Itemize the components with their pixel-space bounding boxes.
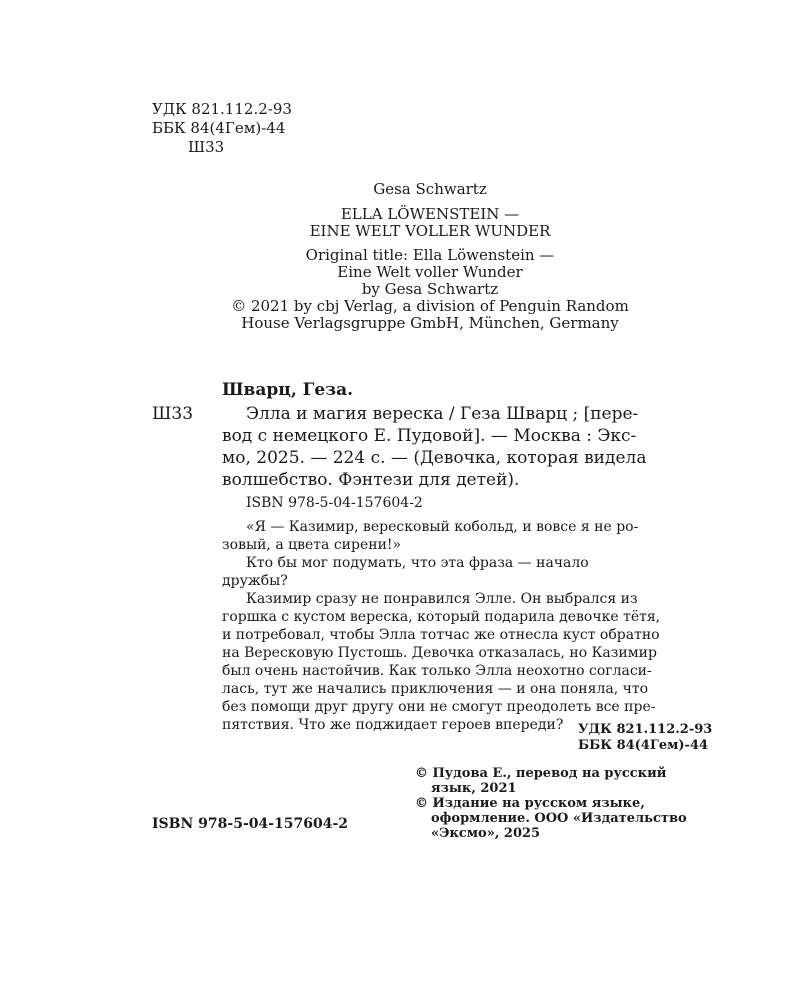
annotation-udk: УДК 821.112.2-93 [578,722,713,737]
record-isbn: ISBN 978-5-04-157604-2 [246,495,423,511]
original-info-line: Original title: Ella Löwenstein — [305,246,555,264]
original-author: Gesa Schwartz [373,180,487,198]
annotation-line: зовый, а цвета сирени!» [222,537,402,553]
annotation-line: был очень настойчив. Как только Элла неохотно согласи- [222,663,652,679]
annotation-bbk: ББК 84(4Гем)-44 [578,738,709,753]
copyright-edition-line: «Эксмо», 2025 [431,826,541,841]
record-sign: Ш33 [152,404,194,424]
record-description-line: мо, 2025. — 224 с. — (Девочка, которая видела [222,448,647,468]
bbk-code: ББК 84(4Гем)-44 [152,119,286,137]
original-info-line: Eine Welt voller Wunder [337,263,523,281]
annotation-line: Казимир сразу не понравился Элле. Он выбрался из [246,591,638,607]
annotation-line: лась, тут же начались приключения — и она поняла, что [222,681,649,697]
copyright-translation-line: язык, 2021 [431,781,517,796]
annotation-line: дружбы? [222,573,288,589]
annotation-line: Кто бы мог подумать, что эта фраза — начало [246,555,589,571]
bottom-isbn: ISBN 978-5-04-157604-2 [152,816,349,832]
annotation-line: на Вересковую Пустошь. Девочка отказалась, но Казимир [222,645,657,661]
record-description-line: Элла и магия вереска / Геза Шварц ; [пере- [246,404,639,424]
original-title-line-1: ELLA LÖWENSTEIN — [340,205,520,223]
record-description-line: волшебство. Фэнтези для детей). [222,470,520,490]
copyright-translation-line: © Пудова Е., перевод на русский [415,766,667,781]
original-title-line-2: EINE WELT VOLLER WUNDER [309,222,551,240]
original-info-line: by Gesa Schwartz [361,280,499,298]
original-copyright-line: House Verlagsgruppe GmbH, München, Germany [241,314,619,332]
annotation-line: горшка с кустом вереска, который подарила девочке тётя, [222,609,661,625]
annotation-line: пятствия. Что же поджидает героев впереди? [222,717,564,733]
record-description-line: вод с немецкого Е. Пудовой]. — Москва : Экс- [222,426,637,446]
annotation-line: и потребовал, чтобы Элла тотчас же отнесла куст обратно [222,627,660,643]
original-copyright-line: © 2021 by cbj Verlag, a division of Penguin Random [231,297,629,315]
copyright-edition-line: © Издание на русском языке, [415,796,645,811]
author-sign: Ш33 [188,138,225,156]
record-author-heading: Шварц, Геза. [222,380,354,400]
annotation-line: без помощи друг другу они не смогут преодолеть все пре- [222,699,656,715]
copyright-edition-line: оформление. ООО «Издательство [431,811,687,826]
udk-code: УДК 821.112.2-93 [152,100,292,118]
annotation-line: «Я — Казимир, вересковый кобольд, и вовсе я не ро- [246,519,639,535]
